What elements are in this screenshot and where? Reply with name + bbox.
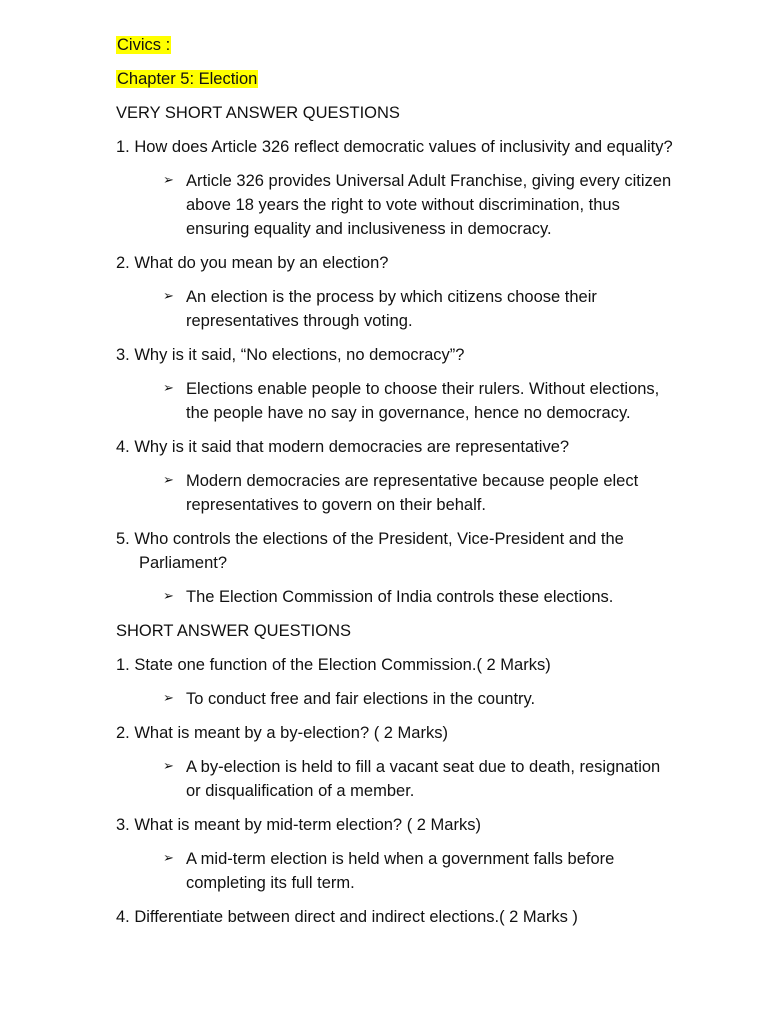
document-page <box>116 33 676 939</box>
chapter-title: Chapter 5: Election <box>117 70 258 88</box>
arrowhead-bullet-icon: ➢ <box>163 691 174 706</box>
answer <box>116 285 676 333</box>
subject-title: Civics : <box>117 36 171 54</box>
question: 2. What do you mean by an election? <box>116 254 389 272</box>
answer <box>116 377 676 425</box>
answer <box>116 169 676 241</box>
answer <box>116 847 676 895</box>
answer-text: To conduct free and fair elections in the country. <box>186 690 536 708</box>
question: 5. Who controls the elections of the President, Vice-President and the Parliament? <box>116 530 624 572</box>
answer-text: Modern democracies are representative because people elect representatives to govern on their behalf. <box>186 472 639 514</box>
answer <box>116 687 676 711</box>
answer-text: Article 326 provides Universal Adult Franchise, giving every citizen above 18 years the right to vote without discrimination, thus ensuring equality and inclusiveness in democracy. <box>186 172 672 238</box>
arrowhead-bullet-icon: ➢ <box>163 759 174 774</box>
answer-text: The Election Commission of India controls these elections. <box>186 588 614 606</box>
section-heading-very-short: VERY SHORT ANSWER QUESTIONS <box>116 104 400 122</box>
question: 3. Why is it said, “No elections, no democracy”? <box>116 346 465 364</box>
arrowhead-bullet-icon: ➢ <box>163 289 174 304</box>
question: 4. Why is it said that modern democracies are representative? <box>116 438 570 456</box>
answer-text: A by-election is held to fill a vacant seat due to death, resignation or disqualification of a member. <box>186 758 661 800</box>
answer-text: An election is the process by which citizens choose their representatives through voting. <box>186 288 597 330</box>
question: 1. State one function of the Election Commission.( 2 Marks) <box>116 656 551 674</box>
arrowhead-bullet-icon: ➢ <box>163 173 174 188</box>
subject-line <box>116 33 676 57</box>
question: 3. What is meant by mid-term election? ( 2 Marks) <box>116 816 481 834</box>
answer-text: Elections enable people to choose their rulers. Without elections, the people have no say in governance, hence no democracy. <box>186 380 660 422</box>
arrowhead-bullet-icon: ➢ <box>163 851 174 866</box>
arrowhead-bullet-icon: ➢ <box>163 381 174 396</box>
question: 4. Differentiate between direct and indirect elections.( 2 Marks ) <box>116 908 578 926</box>
answer-text: A mid-term election is held when a government falls before completing its full term. <box>186 850 615 892</box>
answer <box>116 585 676 609</box>
question: 2. What is meant by a by-election? ( 2 Marks) <box>116 724 448 742</box>
section-heading-short: SHORT ANSWER QUESTIONS <box>116 622 352 640</box>
arrowhead-bullet-icon: ➢ <box>163 589 174 604</box>
arrowhead-bullet-icon: ➢ <box>163 473 174 488</box>
question: 1. How does Article 326 reflect democratic values of inclusivity and equality? <box>116 138 673 156</box>
answer <box>116 469 676 517</box>
chapter-line <box>116 67 676 91</box>
answer <box>116 755 676 803</box>
